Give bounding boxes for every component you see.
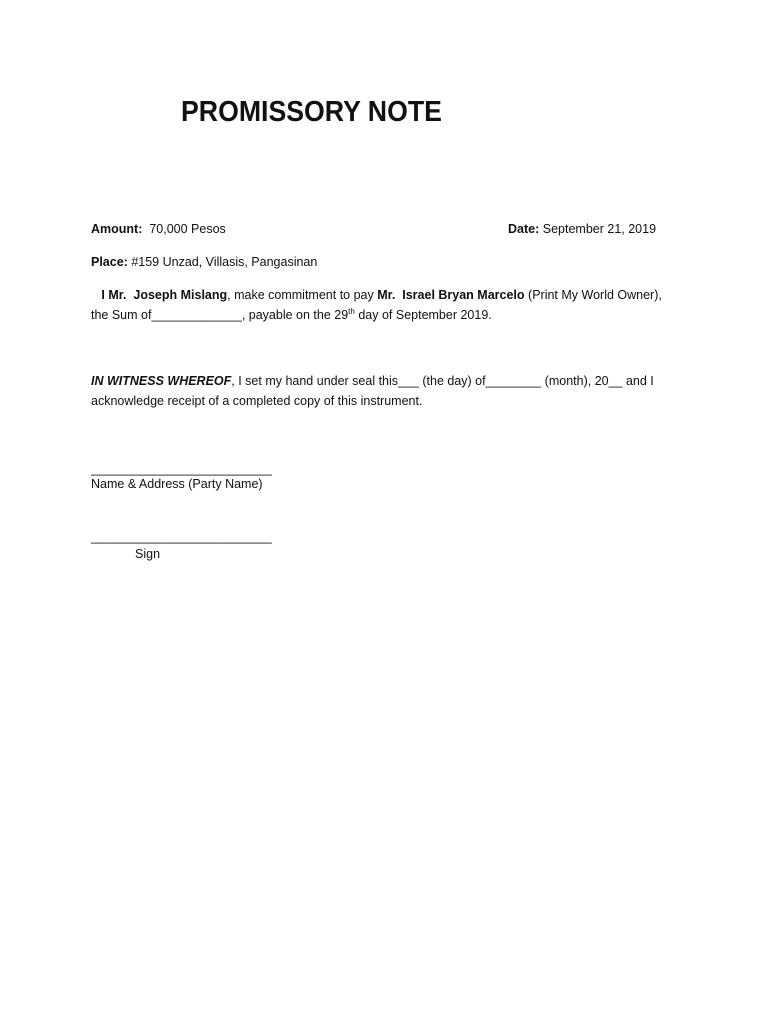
signature-label-sign: Sign	[135, 547, 161, 561]
sum-text: the Sum of_____________, payable on the 29	[91, 308, 349, 322]
place-line	[91, 254, 317, 270]
creditor-note: (Print My World Owner),	[528, 288, 662, 302]
amount-line	[91, 221, 226, 237]
place-value: #159 Unzad, Villasis, Pangasinan	[131, 255, 318, 269]
date-label: Date:	[508, 222, 540, 236]
creditor-name: Israel Bryan Marcelo	[402, 288, 525, 302]
body-paragraph-line-2	[91, 307, 492, 323]
day-suffix: th	[348, 307, 355, 316]
witness-line-1	[91, 373, 654, 389]
signature-label-party: Name & Address (Party Name)	[91, 477, 263, 491]
amount-label: Amount:	[91, 222, 143, 236]
amount-value: 70,000 Pesos	[149, 222, 226, 236]
document-title: PROMISSORY NOTE	[181, 96, 442, 128]
witness-lead: IN WITNESS WHEREOF	[91, 374, 232, 388]
debtor-prefix: I Mr.	[101, 288, 127, 302]
place-label: Place:	[91, 255, 128, 269]
body-paragraph-line-1	[91, 287, 662, 303]
date-line	[508, 221, 656, 237]
witness-text-2: acknowledge receipt of a completed copy of this instrument.	[91, 394, 423, 408]
commitment-text: , make commitment to pay	[227, 288, 374, 302]
debtor-name: Joseph Mislang	[133, 288, 228, 302]
creditor-title: Mr.	[377, 288, 396, 302]
date-value: September 21, 2019	[542, 222, 657, 236]
signature-line-party: __________________________	[91, 462, 272, 476]
witness-text-1: , I set my hand under seal this___ (the day) of________ (month), 20__ and I	[231, 374, 654, 388]
due-text: day of September 2019.	[358, 308, 492, 322]
signature-line-sign: __________________________	[91, 530, 272, 544]
witness-line-2	[91, 393, 422, 409]
